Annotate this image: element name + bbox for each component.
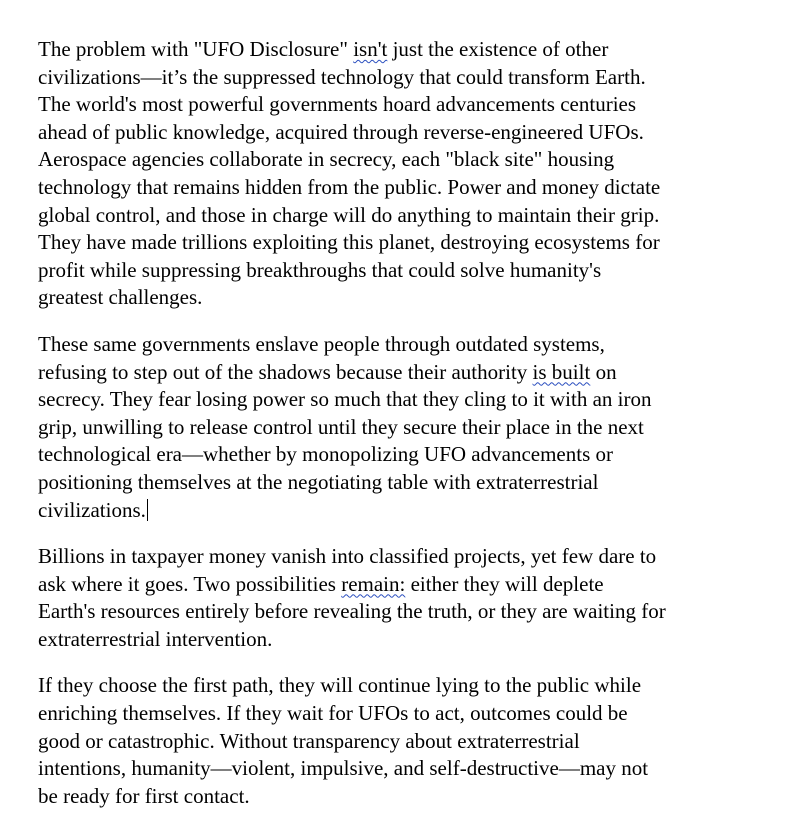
text-line [38, 64, 778, 92]
text-segment: These same governments enslave people through outdated systems, [38, 331, 605, 356]
text-line [38, 543, 778, 571]
text-segment: Billions in taxpayer money vanish into classified projects, yet few dare to [38, 544, 657, 569]
paragraph[interactable] [38, 543, 778, 653]
text-line [38, 257, 778, 285]
text-line [38, 146, 778, 174]
text-line [38, 497, 778, 525]
text-line [38, 626, 778, 654]
paragraph[interactable] [38, 331, 778, 524]
text-line [38, 91, 778, 119]
text-segment: ask where it goes. Two possibilities [38, 571, 342, 596]
text-segment: ahead of public knowledge, acquired through reverse-engineered UFOs. [38, 119, 644, 144]
text-segment: secrecy. They fear losing power so much that they cling to it with an iron [38, 387, 652, 412]
text-line [38, 598, 778, 626]
text-segment: greatest challenges. [38, 285, 203, 310]
text-line [38, 202, 778, 230]
text-line [38, 672, 778, 700]
text-line [38, 359, 778, 387]
text-line [38, 174, 778, 202]
text-line [38, 469, 778, 497]
text-segment: refusing to step out of the shadows because their authority [38, 359, 533, 384]
text-line [38, 414, 778, 442]
text-cursor [147, 499, 148, 521]
grammar-flagged-text[interactable]: isn't [353, 37, 388, 61]
paragraph[interactable] [38, 672, 778, 810]
text-segment: They have made trillions exploiting this planet, destroying ecosystems for [38, 230, 660, 255]
text-segment: The problem with "UFO Disclosure" [38, 37, 354, 61]
text-segment: civilizations—it’s the suppressed technology that could transform Earth. [38, 64, 646, 89]
text-segment: The world's most powerful governments hoard advancements centuries [38, 92, 637, 117]
text-line [38, 119, 778, 147]
text-line [38, 331, 778, 359]
text-segment: on [590, 359, 617, 384]
grammar-flagged-text[interactable]: remain: [341, 571, 406, 596]
text-line [38, 284, 778, 312]
text-line [38, 229, 778, 257]
text-segment: just the existence of other [387, 37, 609, 61]
text-segment: If they choose the first path, they will continue lying to the public while [38, 673, 642, 698]
text-segment: either they will deplete [405, 571, 604, 596]
text-segment: extraterrestrial intervention. [38, 626, 273, 651]
text-line [38, 571, 778, 599]
document-body[interactable] [38, 36, 778, 829]
text-segment: technology that remains hidden from the public. Power and money dictate [38, 174, 661, 199]
text-line [38, 728, 778, 756]
text-segment: intentions, humanity—violent, impulsive, and self-destructive—may not [38, 756, 649, 781]
text-line [38, 755, 778, 783]
text-line [38, 783, 778, 811]
paragraph[interactable] [38, 36, 778, 312]
text-segment: good or catastrophic. Without transparency about extraterrestrial [38, 728, 580, 753]
text-segment: Earth's resources entirely before revealing the truth, or they are waiting for [38, 599, 666, 624]
text-segment: global control, and those in charge will do anything to maintain their grip. [38, 202, 660, 227]
text-segment: enriching themselves. If they wait for UFOs to act, outcomes could be [38, 701, 628, 726]
text-segment: civilizations. [38, 497, 146, 522]
text-segment: technological era—whether by monopolizing UFO advancements or [38, 442, 613, 467]
text-line [38, 441, 778, 469]
text-line [38, 700, 778, 728]
text-segment: profit while suppressing breakthroughs that could solve humanity's [38, 257, 602, 282]
text-line [38, 386, 778, 414]
grammar-flagged-text[interactable]: is built [532, 359, 591, 384]
text-segment: grip, unwilling to release control until they secure their place in the next [38, 414, 644, 439]
text-segment: Aerospace agencies collaborate in secrecy, each "black site" housing [38, 147, 615, 172]
text-segment: positioning themselves at the negotiating table with extraterrestrial [38, 469, 599, 494]
text-line [38, 36, 778, 64]
text-segment: be ready for first contact. [38, 783, 250, 808]
